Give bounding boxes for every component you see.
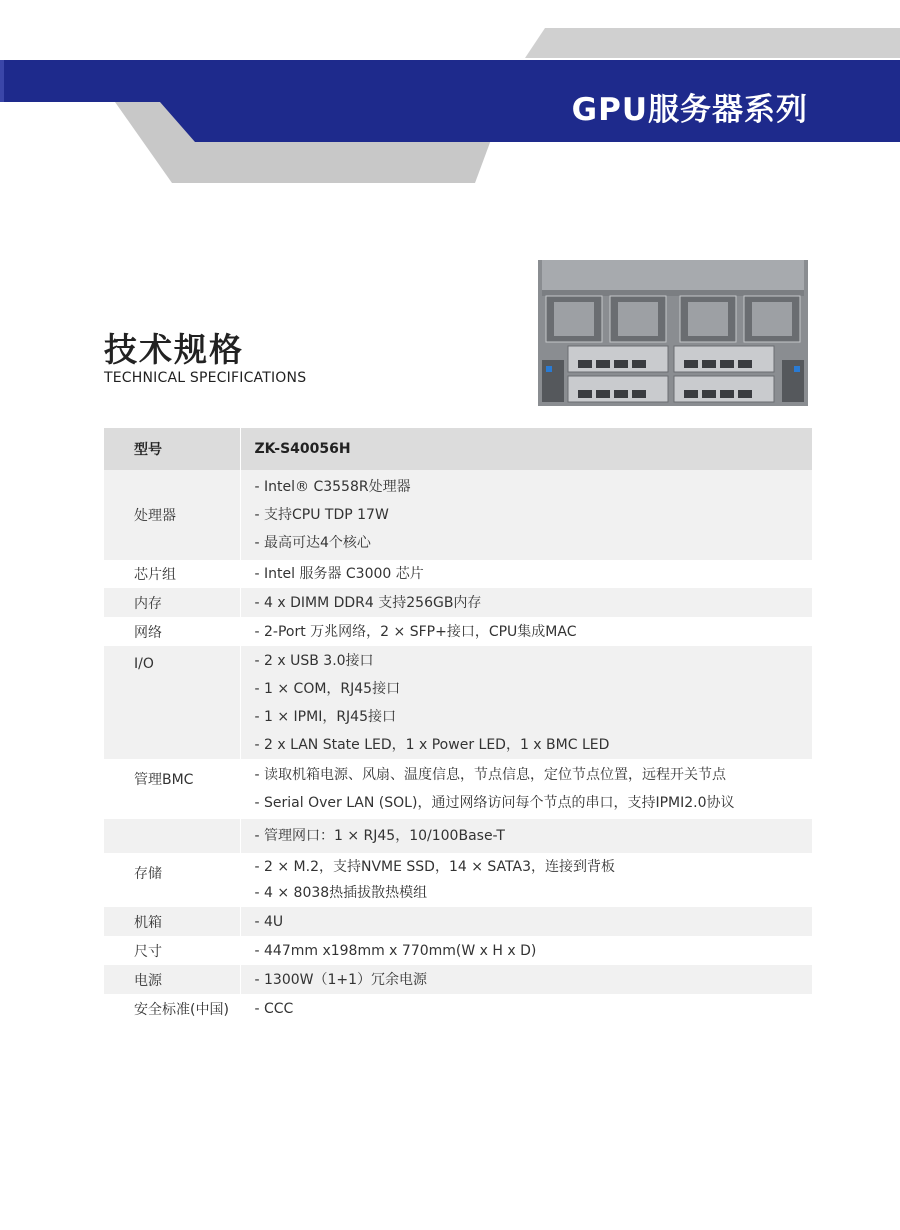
spec-line: - 1300W（1+1）冗余电源	[254, 971, 428, 988]
spec-row-label: 机箱	[104, 907, 240, 936]
spec-line: - 2 x USB 3.0接口	[254, 652, 374, 669]
spec-line: - 1 × IPMI，RJ45接口	[254, 708, 396, 725]
spec-line: - 支持CPU TDP 17W	[254, 507, 389, 523]
spec-line: - Intel® C3558R处理器	[254, 479, 411, 495]
spec-row-label: 管理BMC	[104, 759, 240, 819]
spec-row-label: 内存	[104, 588, 240, 617]
spec-row	[104, 819, 812, 853]
spec-row-value	[240, 965, 812, 994]
spec-row-value	[240, 588, 812, 617]
spec-row-value	[240, 759, 812, 819]
spec-line: - Intel 服务器 C3000 芯片	[254, 566, 424, 582]
spec-line: - 管理网口：1 × RJ45，10/100Base-T	[254, 828, 505, 844]
spec-row	[104, 759, 812, 819]
spec-line: - 447mm x198mm x 770mm(W x H x D)	[254, 942, 537, 959]
spec-line: - 4 × 8038热插拔散热模组	[254, 885, 428, 901]
spec-header-label: 型号	[104, 428, 240, 470]
banner-title: GPU服务器系列	[571, 92, 808, 128]
spec-row-label: 芯片组	[104, 560, 240, 588]
server-product-image	[538, 260, 808, 406]
spec-row-label: 电源	[104, 965, 240, 994]
spec-row-label: I/O	[104, 646, 240, 759]
spec-row-value	[240, 936, 812, 965]
spec-line: - CCC	[254, 1000, 294, 1017]
spec-header-value: ZK-S40056H	[240, 428, 812, 470]
spec-line: - 读取机箱电源、风扇、温度信息，节点信息，定位节点位置，远程开关节点	[254, 767, 726, 783]
spec-row-label: 尺寸	[104, 936, 240, 965]
spec-line: - 4U	[254, 913, 284, 930]
spec-line: - 最高可达4个核心	[254, 535, 371, 551]
spec-line: - Serial Over LAN (SOL)，通过网络访问每个节点的串口，支持IPMI2.0协议	[254, 795, 735, 811]
spec-table-header-row	[104, 428, 812, 470]
section-title: 技术规格	[104, 330, 244, 369]
spec-row	[104, 936, 812, 965]
spec-row-value	[240, 617, 812, 646]
spec-row	[104, 907, 812, 936]
spec-line: - 1 × COM，RJ45接口	[254, 680, 401, 697]
spec-row-value	[240, 853, 812, 907]
spec-row-value	[240, 560, 812, 588]
section-subtitle: TECHNICAL SPECIFICATIONS	[104, 370, 307, 386]
spec-row-label: 网络	[104, 617, 240, 646]
spec-line: - 2-Port 万兆网络，2 × SFP+接口，CPU集成MAC	[254, 623, 577, 640]
spec-row	[104, 588, 812, 617]
spec-row	[104, 617, 812, 646]
spec-line: - 2 x LAN State LED，1 x Power LED，1 x BMC LED	[254, 736, 610, 753]
spec-row-value	[240, 470, 812, 560]
spec-row-value	[240, 819, 812, 853]
spec-row-label	[104, 819, 240, 853]
spec-row-value	[240, 646, 812, 759]
spec-line: - 2 × M.2，支持NVME SSD，14 × SATA3，连接到背板	[254, 859, 615, 875]
spec-row	[104, 965, 812, 994]
spec-row-label: 存储	[104, 853, 240, 907]
spec-row	[104, 560, 812, 588]
spec-row	[104, 994, 812, 1023]
spec-row	[104, 853, 812, 907]
spec-row-value	[240, 907, 812, 936]
spec-row-label: 处理器	[104, 470, 240, 560]
spec-row	[104, 470, 812, 560]
spec-row-value	[240, 994, 812, 1023]
header-banner	[0, 0, 900, 200]
spec-row-label: 安全标准(中国)	[104, 994, 240, 1023]
spec-table	[104, 428, 812, 1023]
spec-row	[104, 646, 812, 759]
spec-line: - 4 x DIMM DDR4 支持256GB内存	[254, 594, 482, 611]
